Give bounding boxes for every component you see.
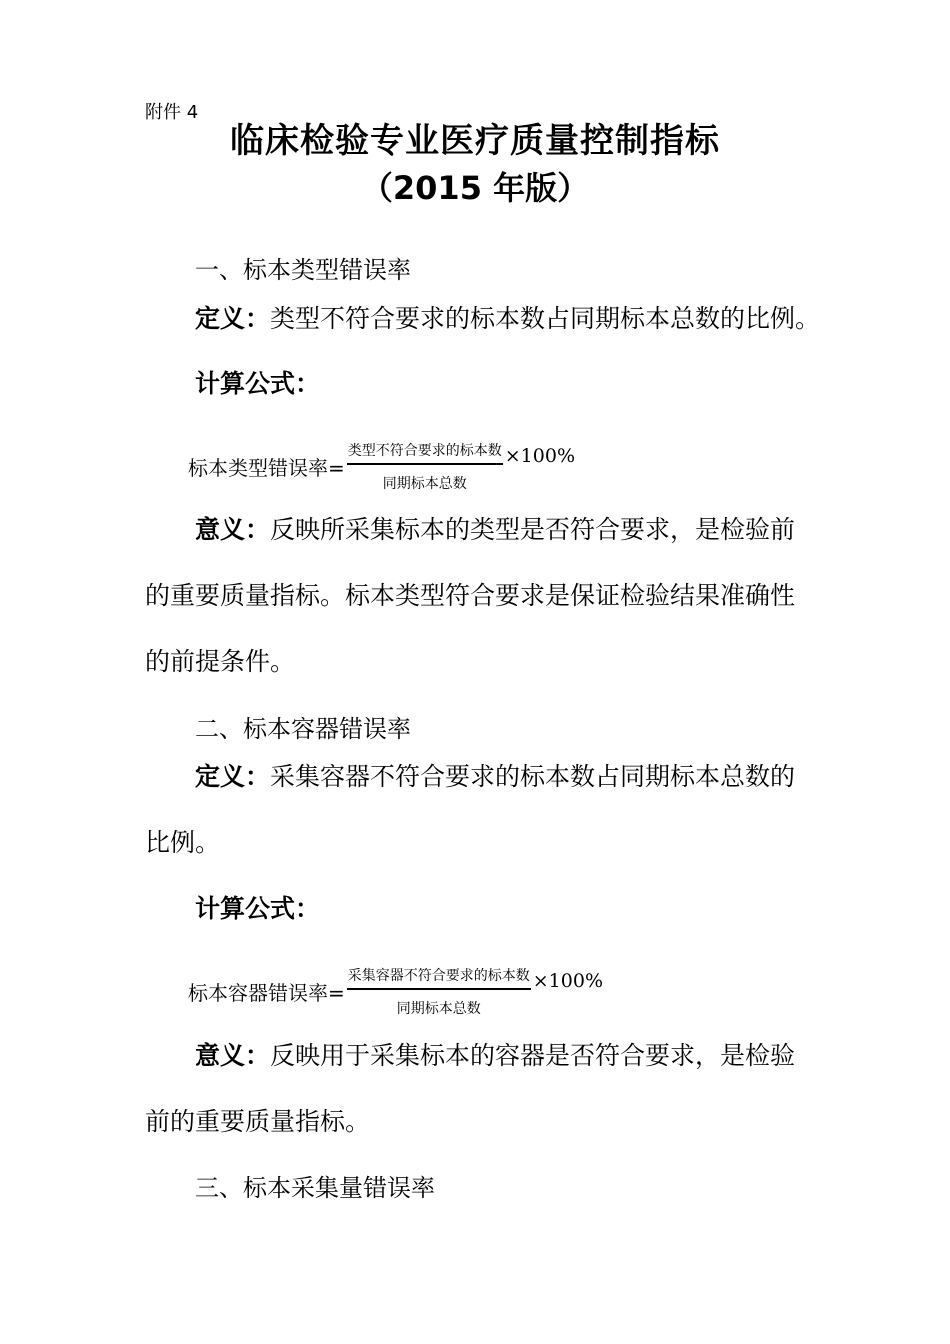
section-heading-1: 一、标本类型错误率	[195, 256, 411, 284]
meaning-text: 反映所采集标本的类型是否符合要求，是检验前	[270, 515, 796, 544]
meaning-label: 意义：	[195, 1041, 271, 1070]
fraction	[347, 965, 531, 1018]
definition-paragraph-2-line2: 比例。	[145, 828, 221, 857]
fraction-denominator: 同期标本总数	[382, 476, 467, 492]
formula-label-1: 计算公式：	[195, 369, 321, 398]
formula-label-2: 计算公式：	[195, 894, 321, 923]
fraction-denominator: 同期标本总数	[396, 1001, 481, 1017]
definition-paragraph-1	[195, 299, 820, 335]
formula-factor: ×100%	[504, 444, 576, 467]
definition-text: 采集容器不符合要求的标本数占同期标本总数的	[270, 762, 796, 791]
meaning-paragraph-1-line3: 的前提条件。	[145, 647, 296, 676]
meaning-text: 反映用于采集标本的容器是否符合要求，是检验	[270, 1041, 796, 1070]
definition-text: 类型不符合要求的标本数占同期标本总数的比例。	[270, 304, 821, 333]
section-heading-2: 二、标本容器错误率	[195, 715, 411, 743]
definition-label: 定义：	[195, 762, 271, 791]
fraction	[347, 440, 503, 493]
formula-lhs: 标本容器错误率=	[188, 981, 345, 1005]
formula-factor: ×100%	[532, 969, 604, 992]
meaning-paragraph-1-line2: 的重要质量指标。标本类型符合要求是保证检验结果准确性	[145, 581, 796, 610]
meaning-paragraph-1-line1	[195, 510, 795, 546]
formula-lhs: 标本类型错误率=	[188, 456, 345, 480]
meaning-paragraph-2-line1	[195, 1036, 795, 1072]
formula-2	[188, 965, 603, 1018]
section-heading-3: 三、标本采集量错误率	[195, 1174, 435, 1202]
formula-1	[188, 440, 575, 493]
definition-label: 定义：	[195, 304, 271, 333]
meaning-label: 意义：	[195, 515, 271, 544]
definition-paragraph-2-line1	[195, 757, 795, 793]
fraction-numerator: 类型不符合要求的标本数	[347, 440, 503, 465]
document-title: 临床检验专业医疗质量控制指标	[230, 121, 720, 161]
attachment-label: 附件 4	[145, 102, 199, 123]
meaning-paragraph-2-line2: 前的重要质量指标。	[145, 1107, 371, 1136]
fraction-numerator: 采集容器不符合要求的标本数	[347, 965, 531, 990]
document-subtitle: （2015 年版）	[360, 169, 590, 207]
